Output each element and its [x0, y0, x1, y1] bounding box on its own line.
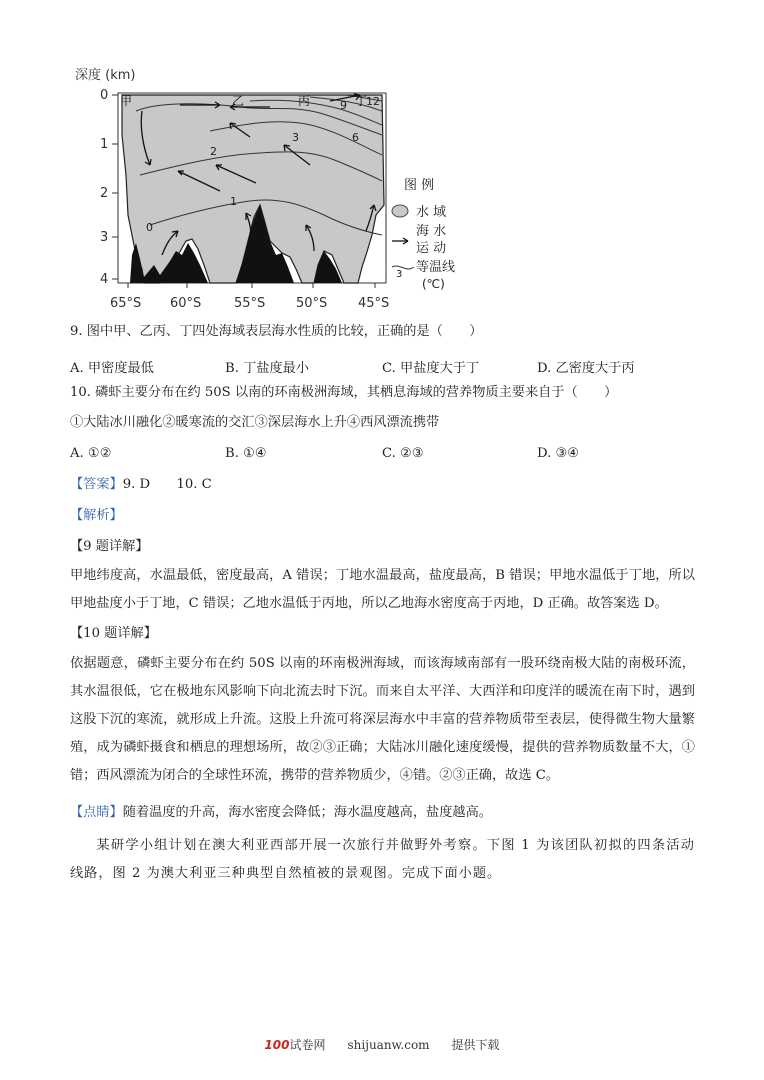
q9-option-d: D. 乙密度大于丙 — [537, 361, 635, 376]
legend-isotherm-label: 等温线 — [416, 260, 456, 275]
y-tick: 4 — [100, 272, 109, 287]
isotherm-label: 0 — [146, 221, 153, 234]
x-tick: 50°S — [296, 296, 328, 311]
isotherm-label: 9 — [340, 99, 347, 112]
tip-text: 随着温度的升高，海水密度会降低；海水温度越高，盐度越高。 — [122, 805, 492, 820]
legend-current-label-2: 运 动 — [416, 241, 447, 256]
legend-isotherm-unit: (℃) — [422, 277, 445, 291]
site-logo: 100 — [264, 1038, 290, 1052]
q9-option-a: A. 甲密度最低 — [70, 361, 154, 376]
y-axis-title: 深度 (km) — [75, 68, 136, 83]
q10-option-a: A. ①② — [70, 446, 112, 461]
analysis-tag: 【解析】 — [70, 508, 123, 523]
isotherm-label: 6 — [352, 131, 359, 144]
ocean-section-figure — [70, 55, 480, 325]
y-tick: 0 — [100, 88, 109, 103]
y-tick: 2 — [100, 186, 109, 201]
site-domain[interactable]: shijuanw.com — [347, 1038, 430, 1052]
legend-isotherm-sample: 3 — [396, 269, 403, 280]
detail10-tag: 【10 题详解】 — [70, 626, 157, 641]
q9-option-c: C. 甲盐度大于丁 — [382, 361, 480, 376]
legend-title: 图 例 — [404, 178, 435, 193]
legend-water-label: 水 域 — [416, 205, 447, 220]
current-legend-arrow — [392, 238, 408, 244]
q10-option-b: B. ①④ — [225, 446, 267, 461]
answer-text: 9. D 10. C — [122, 477, 212, 492]
legend — [392, 178, 455, 291]
y-tick: 3 — [100, 230, 109, 245]
location-label-yi: 乙 — [232, 94, 245, 108]
water-legend-swatch — [392, 205, 408, 217]
answer-line — [70, 475, 212, 495]
q10-stem: 10. 磷虾主要分布在约 50S 以南的环南极洲海域，其栖息海域的营养物质主要来自于（ ） — [70, 385, 618, 400]
y-tick: 1 — [100, 137, 109, 152]
q10-choices: ①大陆冰川融化②暖寒流的交汇③深层海水上升④西风漂流携带 — [70, 415, 440, 430]
x-tick: 55°S — [234, 296, 266, 311]
isotherm-label: 1 — [230, 195, 237, 208]
x-tick: 60°S — [170, 296, 202, 311]
tip-tag: 【点睛】 — [70, 805, 123, 820]
q10-option-d: D. ③④ — [537, 446, 580, 461]
detail10-text: 依据题意，磷虾主要分布在约 50S 以南的环南极洲海域，而该海域南部有一股环绕南极大陆的南极环流，其水温很低，它在极地东风影响下向北流去时下沉。而来自太平洋、大西洋和印度洋的暖流在南下时，遇到这股下沉的寒流，就形成上升流。这股上升流可将深层海水中丰富的营养物质带至表层，使得微生物大量繁殖，成为磷虾摄食和栖息的理想场所，故②③正确；大陆冰川融化速度缓慢，提供的营养物质数量不大，①错；西风漂流为闭合的全球性环流，携带的营养物质少，④错。②③正确，故选 C。 — [70, 656, 695, 783]
next-question-intro: 某研学小组计划在澳大利亚西部开展一次旅行并做野外考察。下图 1 为该团队初拟的四条活动线路，图 2 为澳大利亚三种典型自然植被的景观图。完成下面小题。 — [70, 838, 695, 881]
q9-option-b: B. 丁盐度最小 — [225, 361, 310, 376]
page-footer — [0, 1036, 764, 1053]
location-label-bing: 丙 — [298, 94, 311, 108]
detail9-text: 甲地纬度高，水温最低，密度最高，A 错误；丁地水温最高，盐度最高，B 错误；甲地水温低于丁地，所以甲地盐度小于丁地，C 错误；乙地水温低于丙地，所以乙地海水密度高于丙地，D 正确。故答案选 D。 — [70, 568, 695, 611]
legend-current-label-1: 海 水 — [416, 224, 447, 239]
site-name: 试卷网 — [289, 1038, 326, 1052]
isotherm-label: 12 — [366, 95, 380, 108]
tip-line — [70, 803, 492, 823]
detail9-tag: 【9 题详解】 — [70, 539, 149, 554]
q9-stem: 9. 图中甲、乙丙、丁四处海域表层海水性质的比较，正确的是（ ） — [70, 324, 483, 339]
x-tick: 65°S — [110, 296, 142, 311]
isotherm-label: 3 — [292, 131, 299, 144]
location-label-jia: 甲 — [120, 94, 133, 108]
download-text: 提供下载 — [451, 1038, 500, 1052]
isotherm-label: 2 — [210, 145, 217, 158]
x-tick: 45°S — [358, 296, 390, 311]
answer-tag: 【答案】 — [70, 477, 123, 492]
location-label-ding: 丁 — [355, 94, 368, 108]
q10-option-c: C. ②③ — [382, 446, 424, 461]
